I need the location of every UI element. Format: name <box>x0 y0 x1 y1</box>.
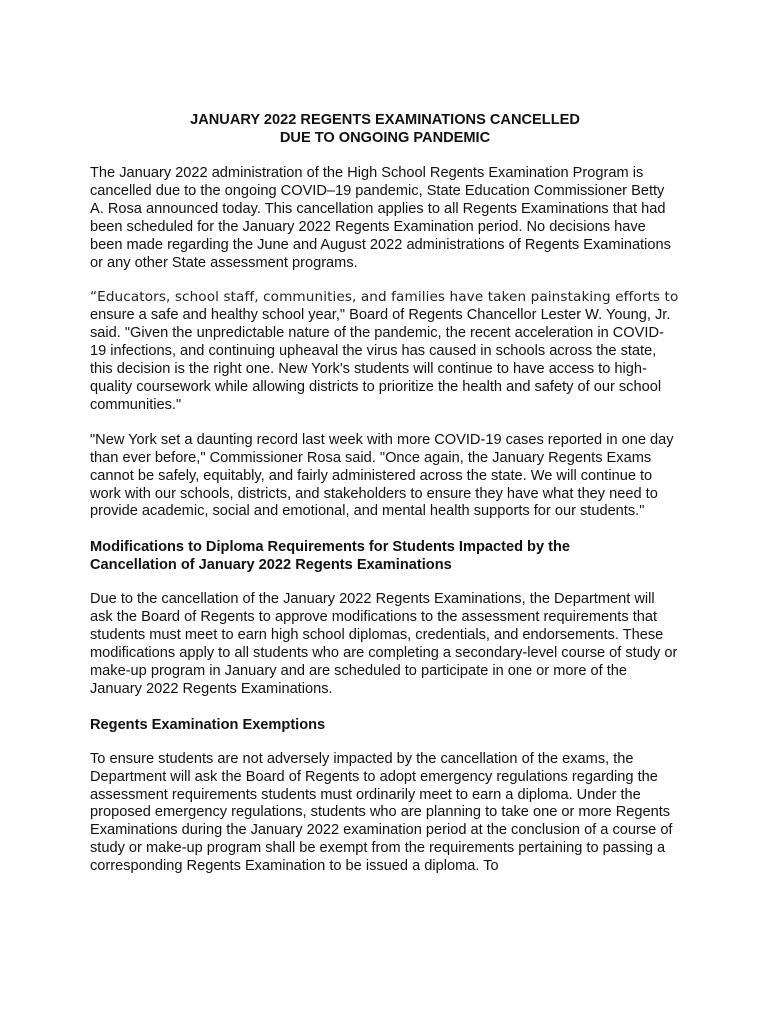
document-title <box>90 111 680 147</box>
heading-line-2: Cancellation of January 2022 Regents Examinations <box>90 557 452 574</box>
paragraph-commissioner-quote: "New York set a daunting record last week with more COVID-19 cases reported in one day than ever before," Commissioner Rosa said. "Once again, the January Regents Exams cannot be safely, equitably, and fairly administered across the state. We will continue to work with our schools, districts, and stakeholders to ensure they have what they need to provide academic, social and emotional, and mental health supports for our students." <box>90 431 674 520</box>
document-page <box>90 111 680 893</box>
section-heading-modifications <box>90 538 680 574</box>
title-line-2: DUE TO ONGOING PANDEMIC <box>279 130 491 146</box>
quote-first-line: “Educators, school staff, communities, and families have taken painstaking efforts to <box>90 289 679 306</box>
section-heading-exemptions: Regents Examination Exemptions <box>90 716 326 733</box>
paragraph-exemptions: To ensure students are not adversely impacted by the cancellation of the exams, the Department will ask the Board of Regents to adopt emergency regulations regarding the assessment requirements students must ordinarily meet to earn a diploma. Under the proposed emergency regulations, students who are planning to take one or more Regents Examinations during the January 2022 examination period at the conclusion of a course of study or make-up program shall be exempt from the requirements pertaining to passing a corresponding Regents Examination to be issued a diploma. To <box>90 750 673 875</box>
paragraph-modifications: Due to the cancellation of the January 2022 Regents Examinations, the Department will ask the Board of Regents to approve modifications to the assessment requirements that students must meet to earn high school diplomas, credentials, and endorsements. These modifications apply to all students who are completing a secondary-level course of study or make-up program in January and are scheduled to participate in one or more of the January 2022 Regents Examinations. <box>90 591 678 697</box>
title-line-1: JANUARY 2022 REGENTS EXAMINATIONS CANCELLED <box>190 112 580 128</box>
heading-line-1: Modifications to Diploma Requirements for Students Impacted by the <box>90 539 571 556</box>
paragraph-chancellor-quote <box>90 289 680 414</box>
paragraph-announcement: The January 2022 administration of the High School Regents Examination Program is cancelled due to the ongoing COVID–19 pandemic, State Education Commissioner Betty A. Rosa announced today. This cancellation applies to all Regents Examinations that had been scheduled for the January 2022 Regents Examination period. No decisions have been made regarding the June and August 2022 administrations of Regents Examinations or any other State assessment programs. <box>90 165 671 271</box>
quote-remainder: ensure a safe and healthy school year," Board of Regents Chancellor Lester W. Young, Jr. said. "Given the unpredictable nature of the pandemic, the recent acceleration in COVID-19 infections, and continuing upheaval the virus has caused in schools across the state, this decision is the right one. New York's students will continue to have access to high-quality coursework while allowing districts to prioritize the health and safety of our school communities." <box>90 307 671 413</box>
